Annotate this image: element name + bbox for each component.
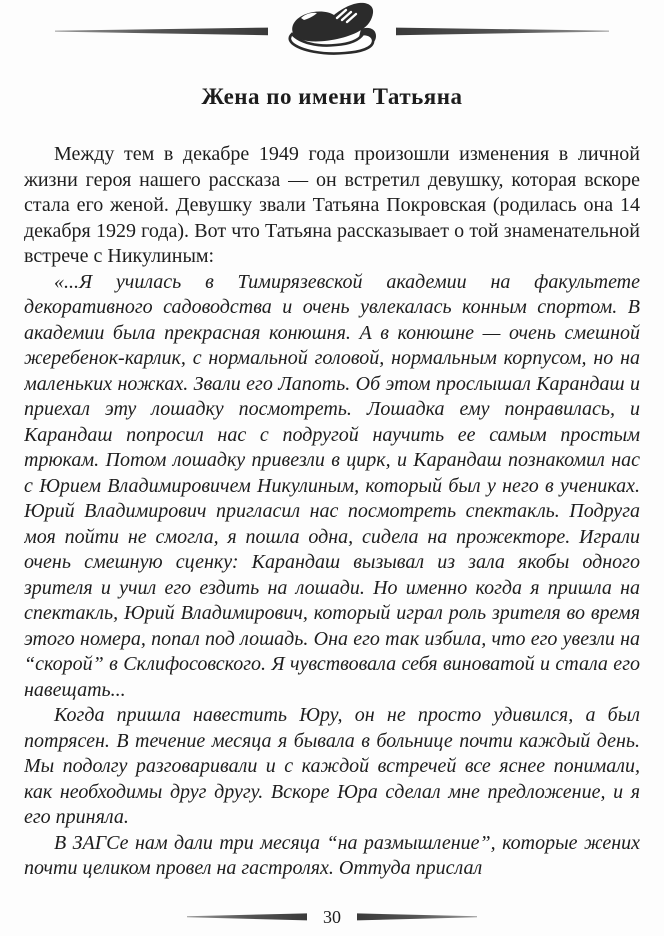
footer-rule-left-icon bbox=[187, 913, 307, 921]
clown-shoe-icon bbox=[284, 1, 380, 57]
tapered-rule-right-icon bbox=[396, 27, 609, 36]
paragraph-quote-1: «...Я училась в Тимирязевской академии на факультете декоративного садоводства и очень увлекалась конным спортом. В академии была прекрасная конюшня. А в конюшне — очень смешной жеребенок-карлик, с нормальной головой, нормальным корпусом, но на маленьких ножках. Звали его Лапоть. Об этом прослышал Карандаш и приехал эту лошадку посмотреть. Лошадка ему понравилась, и Карандаш попросил нас с подругой научить ее самым простым трюкам. Потом лошадку привезли в цирк, и Карандаш познакомил нас с Юрием Владимировичем Никулиным, который был у него в учениках. Юрий Владимирович пригласил нас посмотреть спектакль. Подруга моя пойти не смогла, я пошла одна, сидела на прожекторе. Играли очень смешную сценку: Карандаш вызывал из зала якобы одного зрителя и учил его ездить на лошади. Но именно когда я пришла на спектакль, Юрий Владимирович, который играл роль зрителя во время этого номера, попал под лошадь. Она его так избила, что его увезли на “скорой” в Склифосовского. Я чувствовала себя виноватой и стала его навещать... bbox=[24, 270, 640, 701]
body-text bbox=[24, 142, 640, 904]
tapered-rule-left-icon bbox=[55, 27, 268, 36]
page-footer bbox=[0, 904, 664, 930]
header-ornament bbox=[0, 2, 664, 60]
paragraph-quote-2: Когда пришла навестить Юру, он не просто удивился, а был потрясен. В течение месяца я бывала в больнице почти каждый день. Мы подолгу разговаривали и с каждой встречей все яснее понимали, как необходимы друг другу. Вскоре Юра сделал мне предложение, и я его приняла. bbox=[24, 704, 640, 828]
paragraph-quote-3: В ЗАГСе нам дали три месяца “на размышление”, которые жених почти целиком провел на гастролях. Оттуда прислал bbox=[24, 831, 640, 879]
footer-rule-right-icon bbox=[357, 913, 477, 921]
page-number: 30 bbox=[323, 906, 341, 927]
paragraph-intro: Между тем в декабре 1949 года произошли изменения в личной жизни героя нашего рассказа — он встретил девушку, которая вскоре стала его женой. Девушку звали Татьяна Покровская (родилась она 14 декабря 1929 года). Вот что Татьяна рассказывает о той знаменательной встрече с Никулиным: bbox=[24, 143, 640, 267]
chapter-title: Жена по имени Татьяна bbox=[201, 84, 463, 109]
